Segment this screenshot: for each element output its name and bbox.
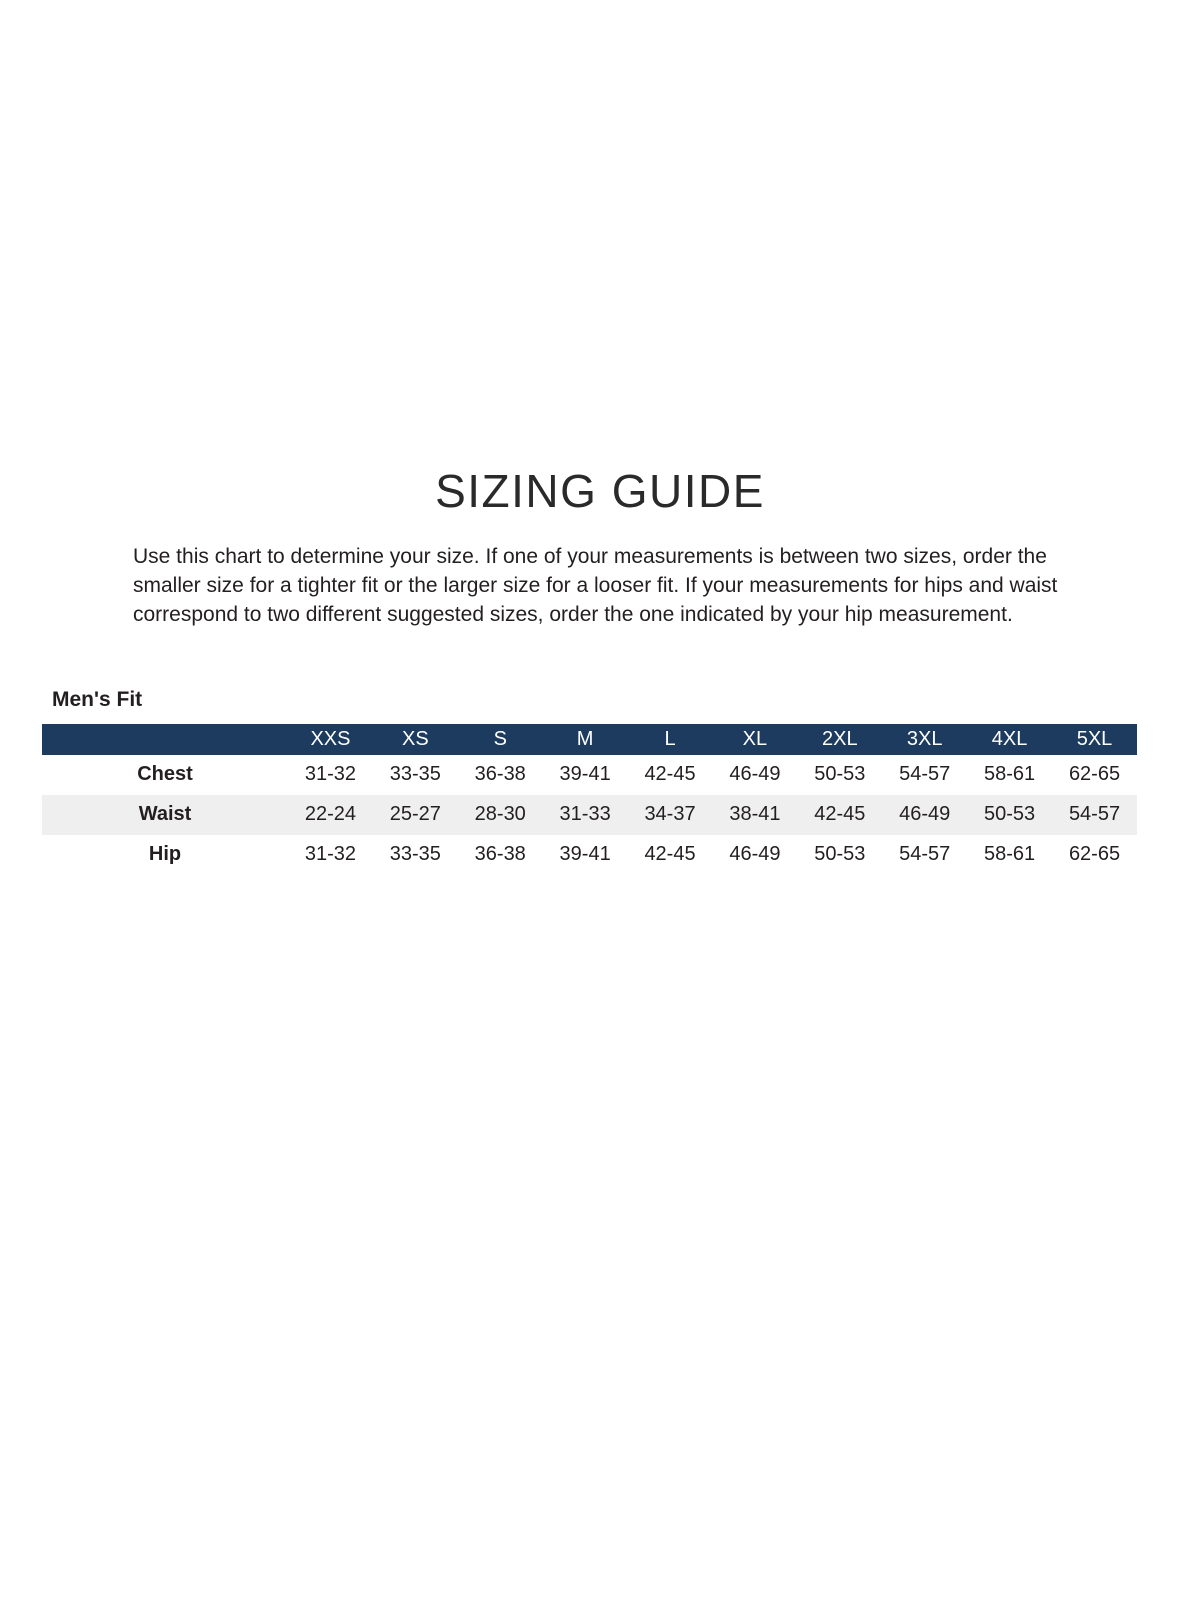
page-title: SIZING GUIDE [435,465,765,517]
section-label-mens-fit: Men's Fit [52,687,143,711]
intro-paragraph: Use this chart to determine your size. If one of your measurements is between two sizes, order the smaller size for a tighter fit or the larger size for a looser fit. If your measurements for hips and waist correspond to two different suggested sizes, order the one indicated by your hip measurement. [133,544,1058,626]
table-cell: 31-32 [304,763,357,785]
table-cell: 54-57 [1052,795,1137,835]
table-cell: 31-33 [543,795,628,835]
header-cell-4xl: 4XL [967,724,1052,755]
table-cell: 28-30 [458,795,543,835]
table-cell: 34-37 [628,795,713,835]
row-label-waist: Waist [42,795,288,835]
table-cell: 38-41 [712,795,797,835]
table-cell: 50-53 [814,763,866,785]
sizing-table [42,724,1137,875]
table-cell: 39-41 [559,843,611,865]
table-cell: 46-49 [882,795,967,835]
table-cell: 54-57 [899,843,951,865]
header-cell-5xl: 5XL [1052,724,1137,755]
header-cell-m: M [543,724,628,755]
table-cell: 25-27 [373,795,458,835]
table-row-hip [42,835,1137,875]
header-cell-blank [42,724,288,755]
table-cell: 33-35 [389,843,441,865]
header-cell-l: L [628,724,713,755]
table-cell: 36-38 [474,763,526,785]
header-cell-xl: XL [712,724,797,755]
header-cell-2xl: 2XL [797,724,882,755]
table-cell: 58-61 [984,763,1036,785]
table-cell: 50-53 [967,795,1052,835]
header-cell-3xl: 3XL [882,724,967,755]
table-cell: 54-57 [899,763,951,785]
table-cell: 36-38 [474,843,526,865]
header-cell-xs: XS [373,724,458,755]
header-cell-s: S [458,724,543,755]
row-label-chest: Chest [137,763,193,785]
table-cell: 33-35 [389,763,441,785]
table-cell: 62-65 [1068,843,1121,865]
table-row-waist [42,795,1137,835]
table-cell: 62-65 [1068,763,1121,785]
table-cell: 42-45 [644,763,696,785]
table-cell: 50-53 [814,843,866,865]
table-header-row [42,724,1137,755]
header-cell-xxs: XXS [288,724,373,755]
table-cell: 46-49 [729,763,781,785]
row-label-hip: Hip [148,843,182,865]
table-cell: 31-32 [304,843,357,865]
table-cell: 46-49 [729,843,781,865]
table-cell: 58-61 [984,843,1036,865]
table-row-chest [42,755,1137,795]
table-cell: 42-45 [797,795,882,835]
table-cell: 42-45 [644,843,696,865]
table-cell: 39-41 [559,763,611,785]
table-cell: 22-24 [288,795,373,835]
